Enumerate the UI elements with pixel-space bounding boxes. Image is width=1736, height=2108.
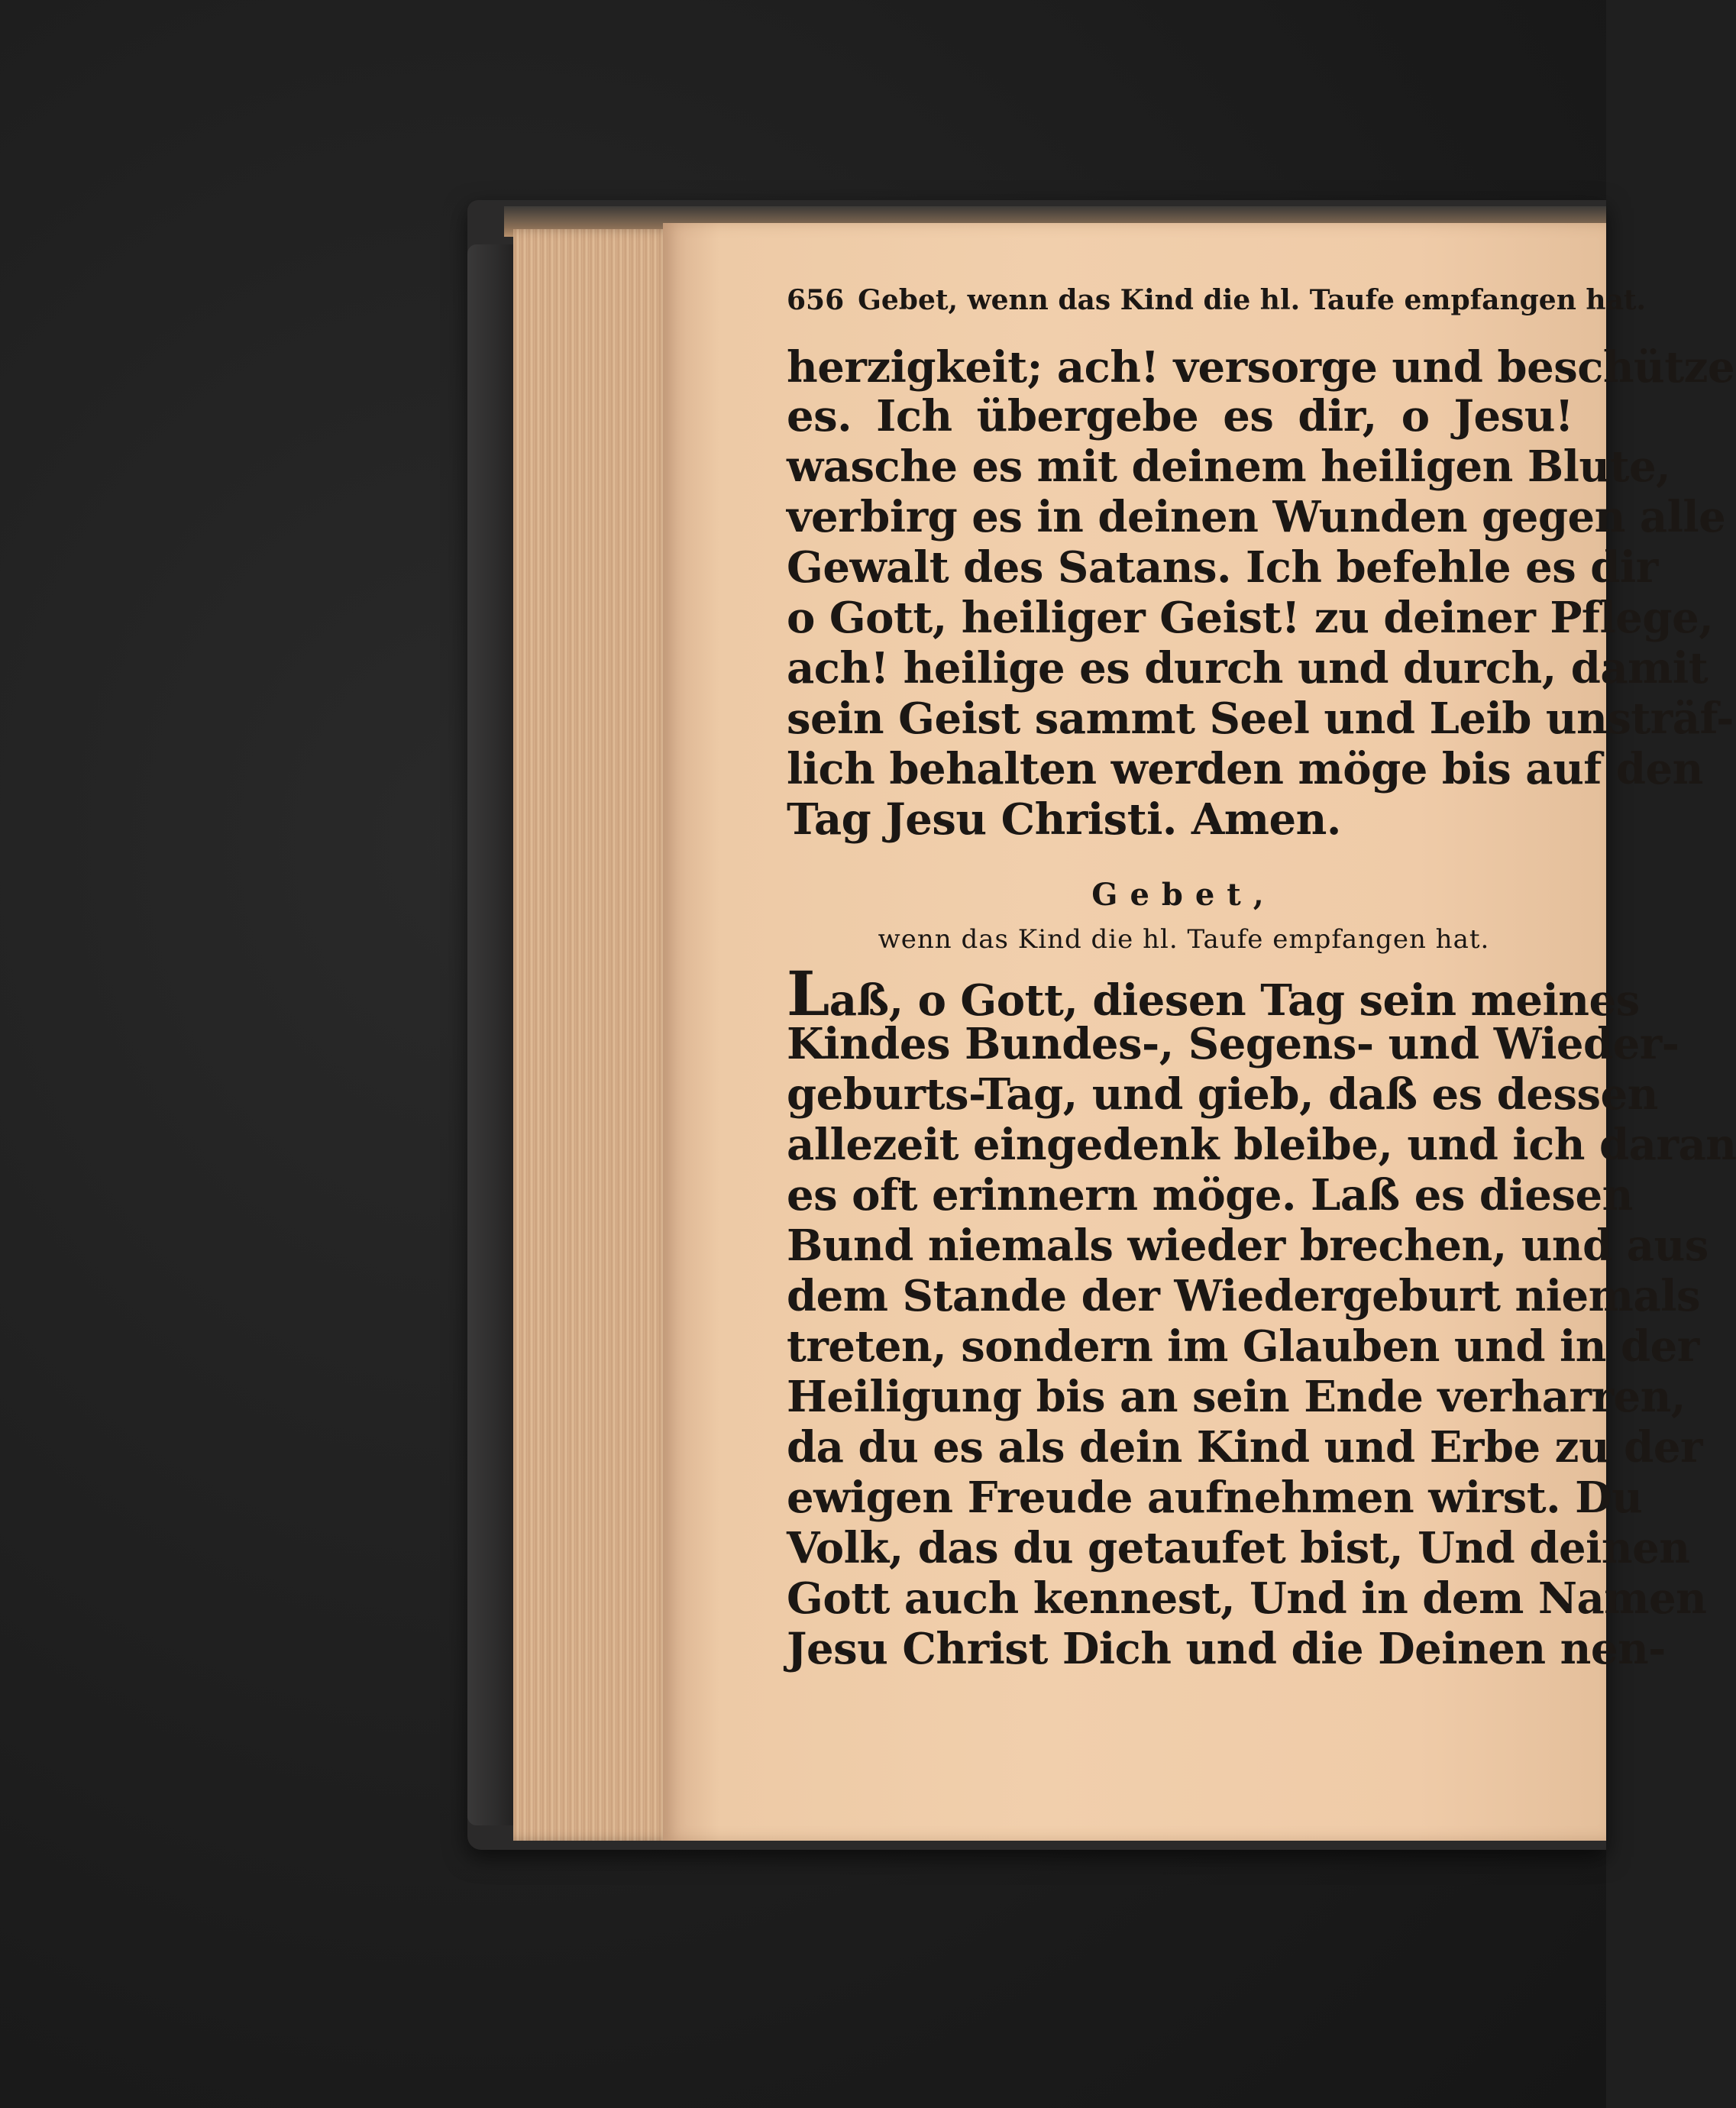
page-block-edges [513,229,674,1841]
text-line: Gott auch kennest, Und in dem Namen [787,1573,1707,1624]
text-line: es oft erinnern möge. Laß es diesen [787,1170,1633,1221]
text-line: lich behalten werden möge bis auf den [787,744,1703,794]
text-line: wasche es mit deinem heiligen Blute, [787,441,1671,492]
text-line: Bund niemals wieder brechen, und aus [787,1221,1709,1271]
text-line: Kindes Bundes-, Segens- und Wieder- [787,1019,1679,1069]
text-line-first [787,958,1640,1030]
text-line: sein Geist sammt Seel und Leib unsträf- [787,694,1734,744]
text-line: allezeit eingedenk bleibe, und ich daran [787,1120,1736,1170]
text-line: dem Stande der Wiedergeburt niemals [787,1271,1700,1321]
text-line: ewigen Freude aufnehmen wirst. Du [787,1473,1643,1523]
text-line: o Gott, heiliger Geist! zu deiner Pflege, [787,593,1714,643]
section-heading: Gebet, [1091,877,1276,913]
text-line: ach! heilige es durch und durch, damit [787,643,1709,694]
text-line: Tag Jesu Christi. Amen. [787,794,1341,845]
text-line: Gewalt des Satans. Ich befehle es dir [787,542,1658,593]
initial-letter: L [787,958,829,1030]
text-line: Volk, das du getaufet bist, Und deinen [787,1523,1690,1573]
text-line: Jesu Christ Dich und die Deinen nen- [787,1624,1666,1674]
page-number: 656 [787,284,845,316]
first-line-rest: aß, o Gott, diesen Tag sein meines [829,975,1640,1026]
running-header [787,284,1647,316]
text-line: herzigkeit; ach! versorge und beschütze [787,342,1735,393]
page-text [787,0,1736,2108]
text-line: geburts-Tag, und gieb, daß es dessen [787,1069,1658,1120]
section-subheading: wenn das Kind die hl. Taufe empfangen hat. [878,924,1490,955]
text-line: da du es als dein Kind und Erbe zu der [787,1422,1702,1473]
book-spine [467,244,513,1825]
text-line: verbirg es in deinen Wunden gegen alle [787,492,1726,542]
running-title: Gebet, wenn das Kind die hl. Taufe empfangen hat. [858,284,1647,316]
text-line: treten, sondern im Glauben und in der [787,1321,1699,1372]
text-line: es. Ich übergebe es dir, o Jesu! [787,391,1573,441]
text-line: Heiligung bis an sein Ende verharren, [787,1372,1686,1422]
